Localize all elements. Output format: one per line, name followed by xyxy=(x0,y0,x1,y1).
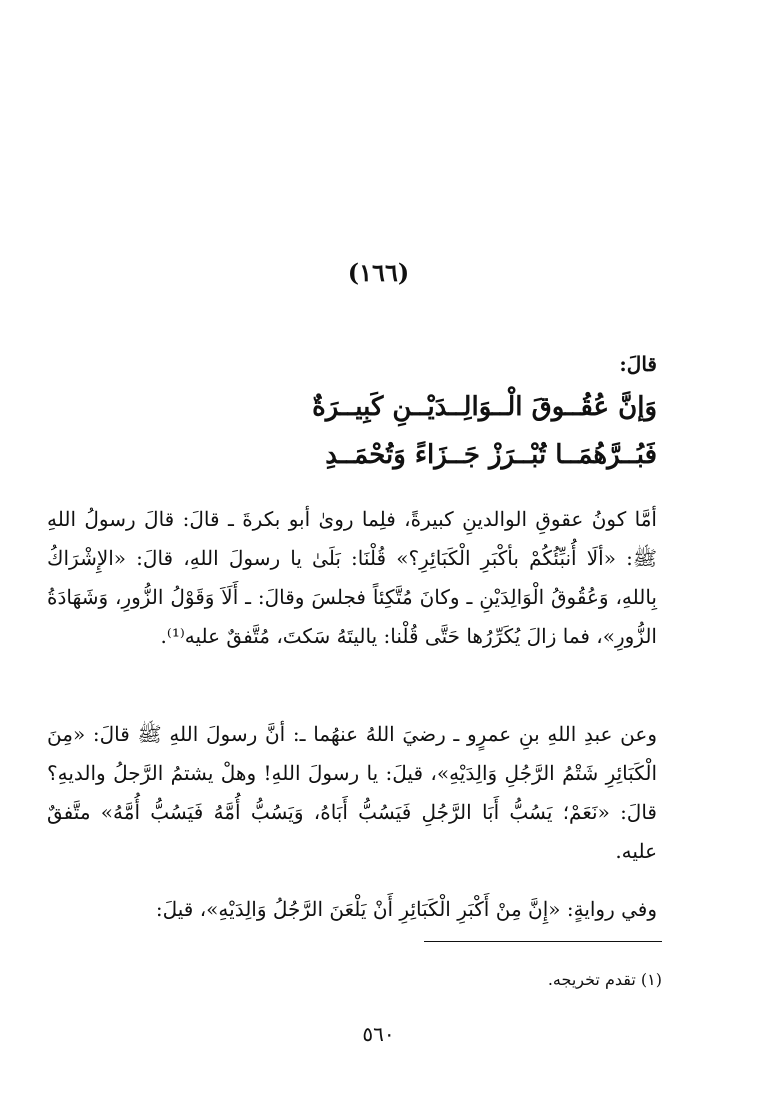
verse-line-1: وَإنَّ عُقُــوقَ الْــوَالِــدَيْــنِ كَبِيــرَةٌ xyxy=(312,392,657,422)
commentary-paragraph-3: وفي روايةٍ: «إِنَّ مِنْ أَكْبَرِ الْكَبَائِرِ أَنْ يَلْعَنَ الرَّجُلُ وَالِدَيْهِ»، قيلَ: xyxy=(155,897,657,921)
commentary-paragraph-2: وعن عبدِ اللهِ بنِ عمرٍو ـ رضيَ اللهُ عنهُما ـ: أنَّ رسولَ اللهِ ﷺ قالَ: «مِنَ الْكَبَائِرِ شَتْمُ الرَّجُلِ وَالِدَيْهِ»، قيلَ: يا رسولَ اللهِ! وهلْ يشتمُ الرَّجلُ والديهِ؟ قالَ: «نَعَمْ؛ يَسُبُّ أَبَا الرَّجُلِ فَيَسُبُّ أَبَاهُ، وَيَسُبُّ أُمَّهُ فَيَسُبُّ أُمَّهُ» متَّفقٌ عليه. xyxy=(47,722,657,863)
footnote-divider xyxy=(424,941,662,942)
section-number: (١٦٦) xyxy=(347,258,410,287)
footnote: (١) تقدم تخريجه. xyxy=(547,970,662,989)
page-number: ٥٦٠ xyxy=(362,1022,395,1046)
verse-line-2: فَبُــرَّهُمَــا تُبْــرَزْ جَــزَاءً وَتُحْمَــدِ xyxy=(325,440,657,470)
speaker-label: قالَ: xyxy=(619,352,657,376)
commentary-paragraph-1: أمَّا كونُ عقوقِ الوالدينِ كبيرةً، فلِما روىٰ أبو بكرةَ ـ قالَ: قالَ رسولُ اللهِ ﷺ: «ألَا أُنبِّئُكُمْ بأكْبَرِ الْكَبَائِرِ؟» قُلْنَا: بَلَىٰ يا رسولَ اللهِ، قالَ: «الإِشْرَاكُ بِاللهِ، وَعُقُوقُ الْوَالِدَيْنِ ـ وكانَ مُتَّكِئاً فجلسَ وقالَ: ـ أَلَاَ وَقَوْلُ الزُّورِ، وَشَهَادَةُ الزُّورِ»، فما زالَ يُكَرِّرُها حَتَّى قُلْنا: ياليتَهُ سَكتَ، مُتَّفقٌ عليه⁽¹⁾. xyxy=(47,507,658,648)
